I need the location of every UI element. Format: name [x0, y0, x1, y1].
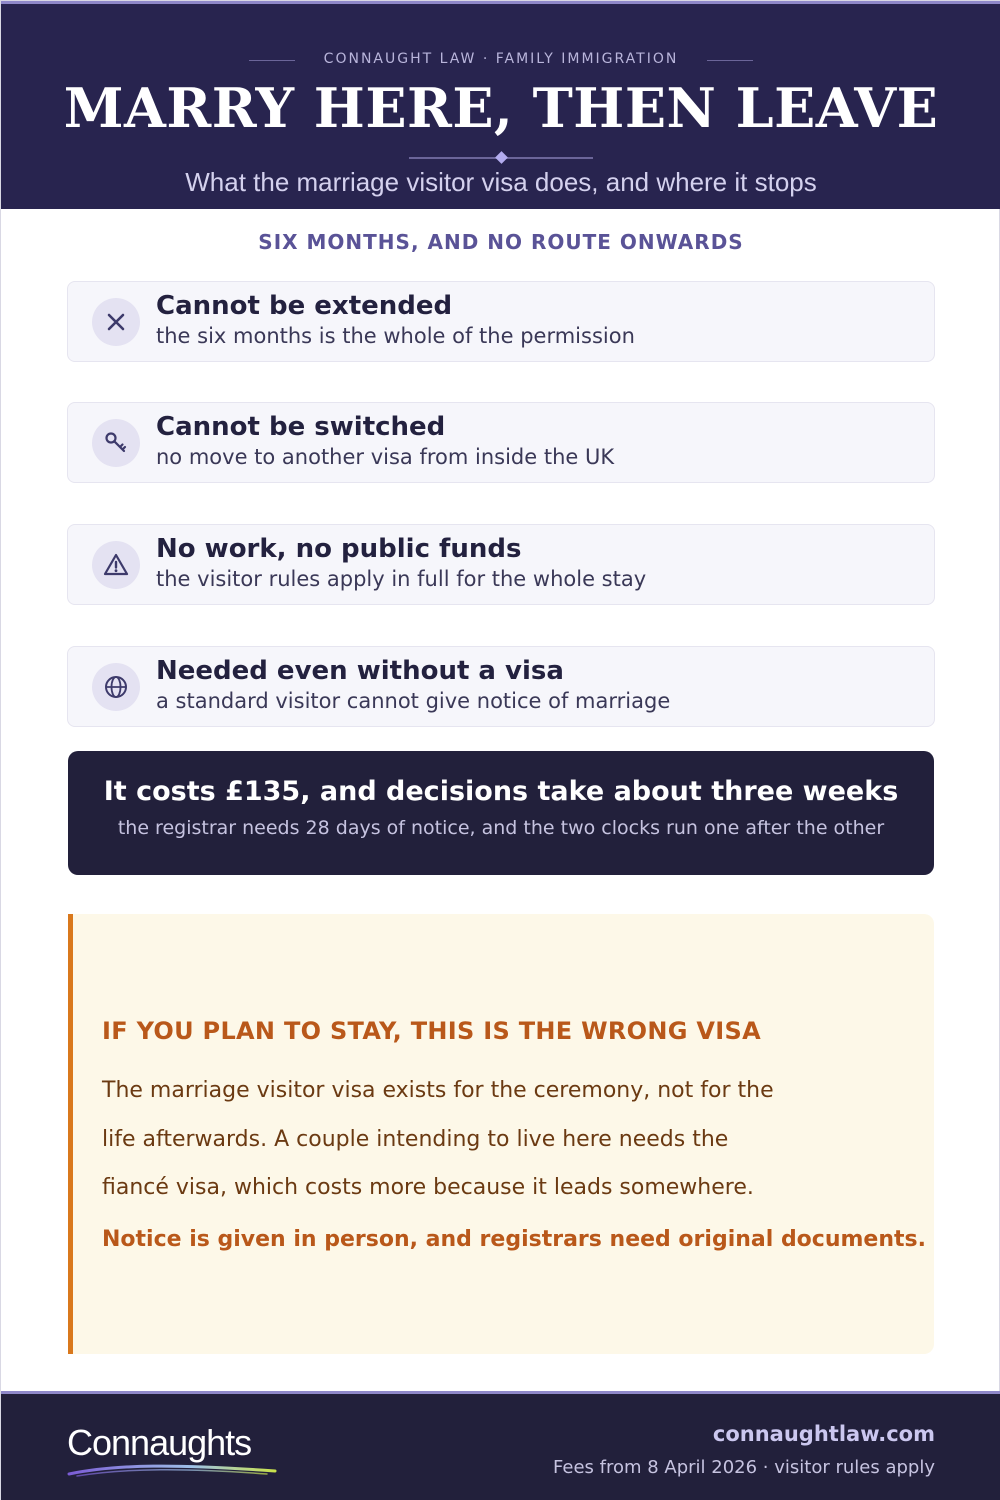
kicker-text: CONNAUGHT LAW · FAMILY IMMIGRATION — [323, 51, 679, 67]
website-link[interactable]: connaughtlaw.com — [712, 1422, 935, 1446]
logo-swoosh-icon — [67, 1462, 277, 1478]
warning-heading: IF YOU PLAN TO STAY, THIS IS THE WRONG VISA — [102, 1017, 761, 1045]
cost-title: It costs £135, and decisions take about three weeks — [103, 776, 899, 807]
warning-icon — [92, 541, 140, 589]
kicker-rule-right — [707, 60, 753, 61]
close-icon — [92, 298, 140, 346]
footer — [1, 1391, 1000, 1500]
cost-callout — [68, 751, 934, 875]
divider-diamond-icon — [495, 151, 508, 164]
card-subtitle: no move to another visa from inside the UK — [156, 445, 615, 469]
warning-note: Notice is given in person, and registrars need original documents. — [102, 1227, 926, 1252]
section-heading: SIX MONTHS, AND NO ROUTE ONWARDS — [258, 230, 744, 254]
card-title: Needed even without a visa — [156, 656, 564, 686]
warning-panel — [68, 914, 934, 1354]
brand-logo: Connaughts — [67, 1422, 252, 1463]
page-subtitle: What the marriage visitor visa does, and where it stops — [185, 167, 817, 197]
warning-body: The marriage visitor visa exists for the ceremony, not for the life afterwards. A couple intending to live here needs the fiancé visa, which costs more because it leads somewhere. — [102, 1078, 774, 1200]
key-icon — [92, 419, 140, 467]
card-subtitle: the six months is the whole of the permission — [156, 324, 635, 348]
globe-icon — [92, 663, 140, 711]
card-subtitle: the visitor rules apply in full for the whole stay — [156, 567, 647, 591]
cost-subtitle: the registrar needs 28 days of notice, and the two clocks run one after the other — [117, 817, 885, 839]
card-cannot-extend — [67, 281, 935, 362]
card-title: No work, no public funds — [156, 534, 522, 564]
card-cannot-switch — [67, 402, 935, 483]
kicker-row — [1, 49, 1000, 73]
card-subtitle: a standard visitor cannot give notice of marriage — [156, 689, 671, 713]
card-title: Cannot be switched — [156, 412, 446, 442]
page-title: MARRY HERE, THEN LEAVE — [63, 76, 939, 140]
card-needed-without-visa — [67, 646, 935, 727]
card-title: Cannot be extended — [156, 291, 453, 321]
footer-footnote: Fees from 8 April 2026 · visitor rules apply — [553, 1457, 935, 1478]
header-banner — [1, 1, 1000, 209]
card-no-work — [67, 524, 935, 605]
